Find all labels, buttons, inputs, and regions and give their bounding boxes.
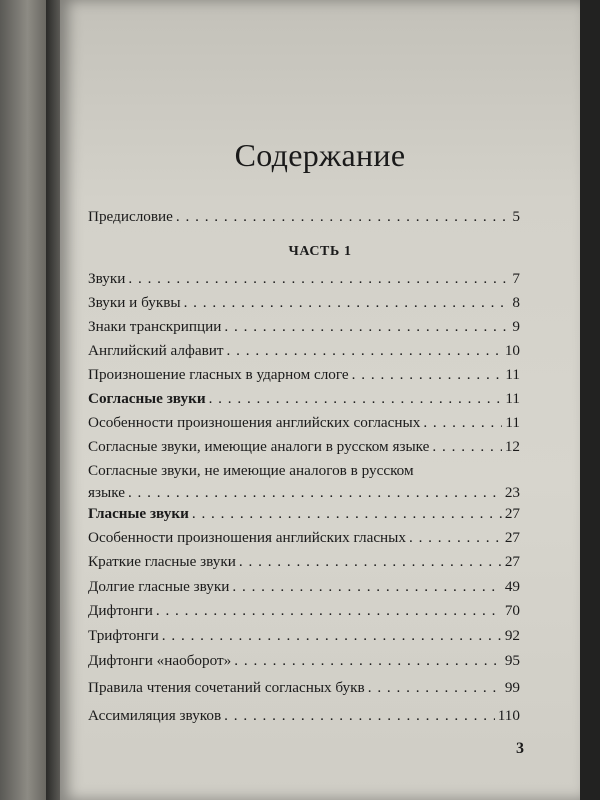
left-page-edge xyxy=(0,0,46,800)
toc-entry-title: Английский алфавит xyxy=(88,342,224,359)
leader-dots xyxy=(232,578,501,596)
part-heading: ЧАСТЬ 1 xyxy=(288,244,352,259)
toc-entry-title: Согласные звуки, имеющие аналоги в русском языке xyxy=(88,438,430,455)
toc-entry[interactable] xyxy=(88,602,520,620)
toc-entry-title: Согласные звуки, не имеющие аналогов в русском xyxy=(88,462,414,479)
leader-dots xyxy=(192,505,502,523)
toc-entry[interactable] xyxy=(88,553,520,571)
toc-entry[interactable] xyxy=(88,529,520,547)
leader-dots xyxy=(224,707,495,725)
leader-dots xyxy=(128,270,509,288)
toc-entry[interactable] xyxy=(88,318,520,336)
toc-list xyxy=(88,0,520,800)
toc-entry-title: Особенности произношения английских гласных xyxy=(88,529,406,546)
toc-entry-page: 8 xyxy=(512,294,520,311)
toc-entry-title: Дифтонги xyxy=(88,602,153,619)
toc-entry-title: Предисловие xyxy=(88,208,173,225)
leader-dots xyxy=(409,529,502,547)
toc-entry-page: 27 xyxy=(504,529,520,546)
leader-dots xyxy=(156,602,502,620)
toc-entry[interactable] xyxy=(88,652,520,670)
toc-entry-title: Звуки xyxy=(88,270,126,287)
book-page xyxy=(60,0,580,800)
leader-dots xyxy=(352,366,503,384)
leader-dots xyxy=(209,390,503,408)
toc-entry-title: Звуки и буквы xyxy=(88,294,181,311)
dark-background xyxy=(580,0,600,800)
leader-dots xyxy=(423,414,502,432)
toc-entry[interactable] xyxy=(88,270,520,288)
toc-entry-page: 11 xyxy=(505,414,520,431)
toc-entry-page: 92 xyxy=(504,627,520,644)
toc-entry-title: Произношение гласных в ударном слоге xyxy=(88,366,349,383)
page-number: 3 xyxy=(516,740,524,757)
toc-entry-title: Долгие гласные звуки xyxy=(88,578,230,595)
toc-entry[interactable] xyxy=(88,462,520,502)
toc-entry-page: 12 xyxy=(504,438,520,455)
toc-entry-page: 9 xyxy=(512,318,520,335)
page-title: Содержание xyxy=(234,137,406,173)
toc-entry[interactable] xyxy=(88,414,520,432)
toc-entry[interactable] xyxy=(88,366,520,384)
toc-entry-page: 11 xyxy=(505,366,520,383)
toc-entry-title: Знаки транскрипции xyxy=(88,318,222,335)
toc-entry-title: Гласные звуки xyxy=(88,505,189,522)
toc-entry[interactable] xyxy=(88,578,520,596)
toc-section-entry[interactable] xyxy=(88,505,520,523)
toc-entry[interactable] xyxy=(88,294,520,312)
leader-dots xyxy=(184,294,510,312)
leader-dots xyxy=(239,553,502,571)
leader-dots xyxy=(432,438,501,456)
toc-entry-title: Трифтонги xyxy=(88,627,159,644)
toc-section-entry[interactable] xyxy=(88,390,520,408)
toc-entry-title: Согласные звуки xyxy=(88,390,206,407)
leader-dots xyxy=(224,318,509,336)
toc-entry-title: Дифтонги «наоборот» xyxy=(88,652,232,669)
toc-entry-title: Правила чтения сочетаний согласных букв xyxy=(88,679,365,696)
toc-entry-page: 27 xyxy=(504,505,520,522)
toc-entry[interactable] xyxy=(88,627,520,645)
leader-dots xyxy=(368,679,502,697)
toc-entry-page: 49 xyxy=(504,578,520,595)
toc-entry[interactable] xyxy=(88,342,520,360)
toc-entry-title: Краткие гласные звуки xyxy=(88,553,236,570)
leader-dots xyxy=(128,484,502,502)
toc-entry-title: Ассимиляция звуков xyxy=(88,707,222,724)
toc-entry[interactable] xyxy=(88,208,520,226)
leader-dots xyxy=(234,652,502,670)
toc-entry-page: 7 xyxy=(512,270,520,287)
leader-dots xyxy=(162,627,502,645)
toc-entry-page: 95 xyxy=(504,652,520,669)
toc-entry-page: 11 xyxy=(505,390,520,407)
toc-entry-title-continued: языке xyxy=(88,484,125,501)
toc-entry-page: 23 xyxy=(504,484,520,501)
toc-entry[interactable] xyxy=(88,707,520,725)
toc-entry[interactable] xyxy=(88,679,520,697)
toc-entry[interactable] xyxy=(88,438,520,456)
leader-dots xyxy=(227,342,502,360)
toc-entry-page: 5 xyxy=(512,208,520,225)
leader-dots xyxy=(176,208,509,226)
toc-entry-title: Особенности произношения английских согласных xyxy=(88,414,421,431)
toc-entry-page: 10 xyxy=(504,342,520,359)
toc-entry-page: 110 xyxy=(497,707,520,724)
toc-entry-page: 27 xyxy=(504,553,520,570)
toc-entry-page: 70 xyxy=(504,602,520,619)
toc-entry-page: 99 xyxy=(504,679,520,696)
